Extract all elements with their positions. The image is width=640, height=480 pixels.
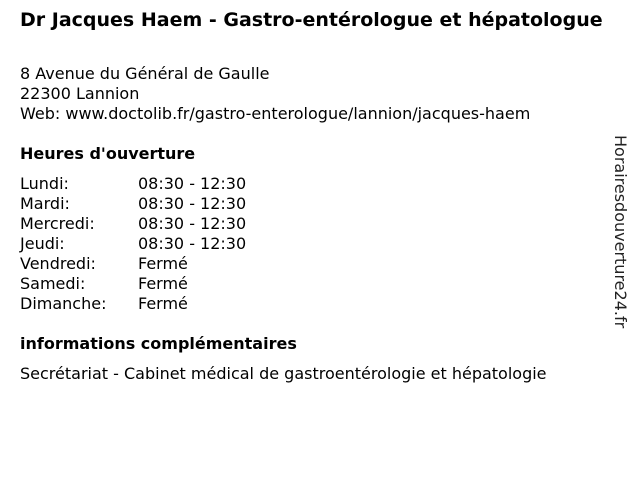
- time-value: 08:30 - 12:30: [138, 174, 247, 193]
- day-label: Mercredi:: [20, 214, 95, 233]
- day-label: Jeudi:: [20, 234, 65, 253]
- hours-row-wednesday: [20, 214, 246, 234]
- hours-row-thursday: [20, 234, 246, 254]
- city-postcode: 22300 Lannion: [20, 84, 140, 103]
- additional-info-heading: informations complémentaires: [20, 334, 297, 353]
- day-label: Lundi:: [20, 174, 69, 193]
- time-value: Fermé: [138, 274, 188, 293]
- opening-hours-heading: Heures d'ouverture: [20, 144, 196, 163]
- address-block: [20, 64, 530, 124]
- day-label: Samedi:: [20, 274, 86, 293]
- hours-row-saturday: [20, 274, 246, 294]
- time-value: 08:30 - 12:30: [138, 194, 247, 213]
- time-value: 08:30 - 12:30: [138, 234, 247, 253]
- website-link[interactable]: Web: www.doctolib.fr/gastro-enterologue/lannion/jacques-haem: [20, 104, 531, 123]
- day-label: Mardi:: [20, 194, 70, 213]
- day-label: Vendredi:: [20, 254, 96, 273]
- time-value: Fermé: [138, 254, 188, 273]
- day-label: Dimanche:: [20, 294, 107, 313]
- hours-row-sunday: [20, 294, 246, 314]
- hours-row-tuesday: [20, 194, 246, 214]
- time-value: 08:30 - 12:30: [138, 214, 247, 233]
- time-value: Fermé: [138, 294, 188, 313]
- street-address: 8 Avenue du Général de Gaulle: [20, 64, 270, 83]
- additional-info-text: Secrétariat - Cabinet médical de gastroentérologie et hépatologie: [20, 364, 547, 383]
- opening-hours-table: [20, 174, 246, 314]
- hours-row-friday: [20, 254, 246, 274]
- hours-row-monday: [20, 174, 246, 194]
- site-watermark: Horairesdouverture24.fr: [611, 135, 630, 329]
- page-title: Dr Jacques Haem - Gastro-entérologue et hépatologue: [20, 9, 603, 31]
